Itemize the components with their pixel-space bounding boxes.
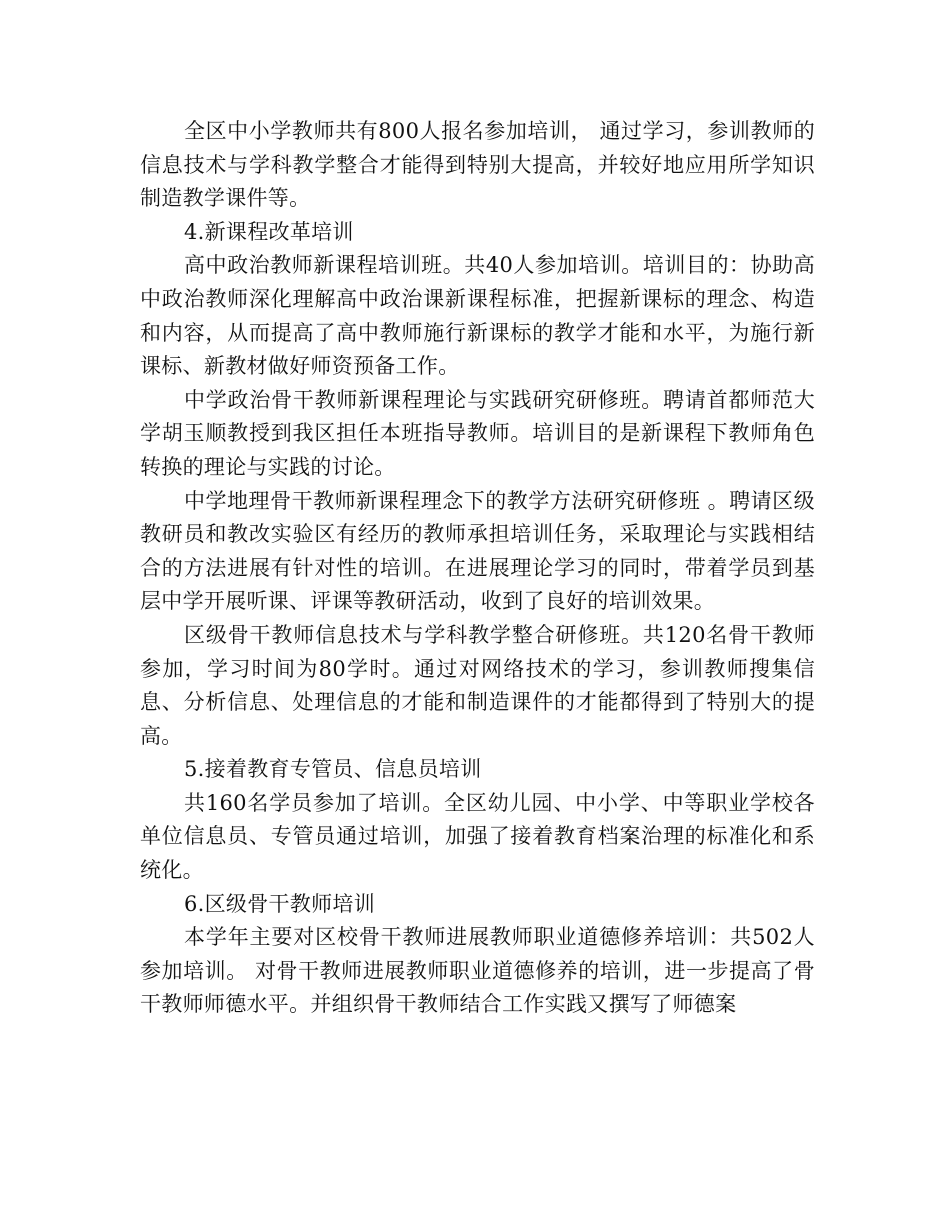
paragraph-ethics-training: 本学年主要对区校骨干教师进展教师职业道德修养培训：共502人参加培训。 对骨干教师进展教师职业道德修养的培训，进一步提高了骨干教师师德水平。并组织骨干教师结合工作实践又撰写了师德案 [140, 925, 815, 1017]
heading-continuing-education-staff-training: 5.接着教育专管员、信息员培训 [184, 757, 482, 782]
paragraph-politics-research-class: 中学政治骨干教师新课程理论与实践研究研修班。聘请首都师范大学胡玉顺教授到我区担任本班指导教师。培训目的是新课程下教师角色转换的理论与实践的讨论。 [140, 387, 815, 479]
paragraph-it-integration-class: 区级骨干教师信息技术与学科教学整合研修班。共120名骨干教师参加，学习时间为80学时。通过对网络技术的学习，参训教师搜集信息、分析信息、处理信息的才能和制造课件的才能都得到了特别大的提高。 [140, 622, 815, 748]
paragraph-training-result: 全区中小学教师共有800人报名参加培训， 通过学习，参训教师的信息技术与学科教学整合才能得到特别大提高，并较好地应用所学知识制造教学课件等。 [140, 119, 815, 211]
document-body [140, 115, 815, 1022]
paragraph-staff-training: 共160名学员参加了培训。全区幼儿园、中小学、中等职业学校各单位信息员、专管员通过培训，加强了接着教育档案治理的标准化和系统化。 [140, 790, 815, 883]
paragraph-geography-research-class: 中学地理骨干教师新课程理念下的教学方法研究研修班 。聘请区级教研员和教改实验区有经历的教师承担培训任务，采取理论与实践相结合的方法进展有针对性的培训。在进展理论学习的同时，带着学员到基层中学开展听课、评课等教研活动，收到了良好的培训效果。 [140, 488, 815, 614]
heading-new-curriculum-training: 4.新课程改革培训 [184, 219, 354, 244]
paragraph-politics-class: 高中政治教师新课程培训班。共40人参加培训。培训目的：协助高中政治教师深化理解高中政治课新课程标准，把握新课标的理念、构造和内容，从而提高了高中教师施行新课标的教学才能和水平，为施行新课标、新教材做好师资预备工作。 [140, 253, 815, 379]
heading-backbone-teacher-training: 6.区级骨干教师培训 [184, 891, 376, 916]
